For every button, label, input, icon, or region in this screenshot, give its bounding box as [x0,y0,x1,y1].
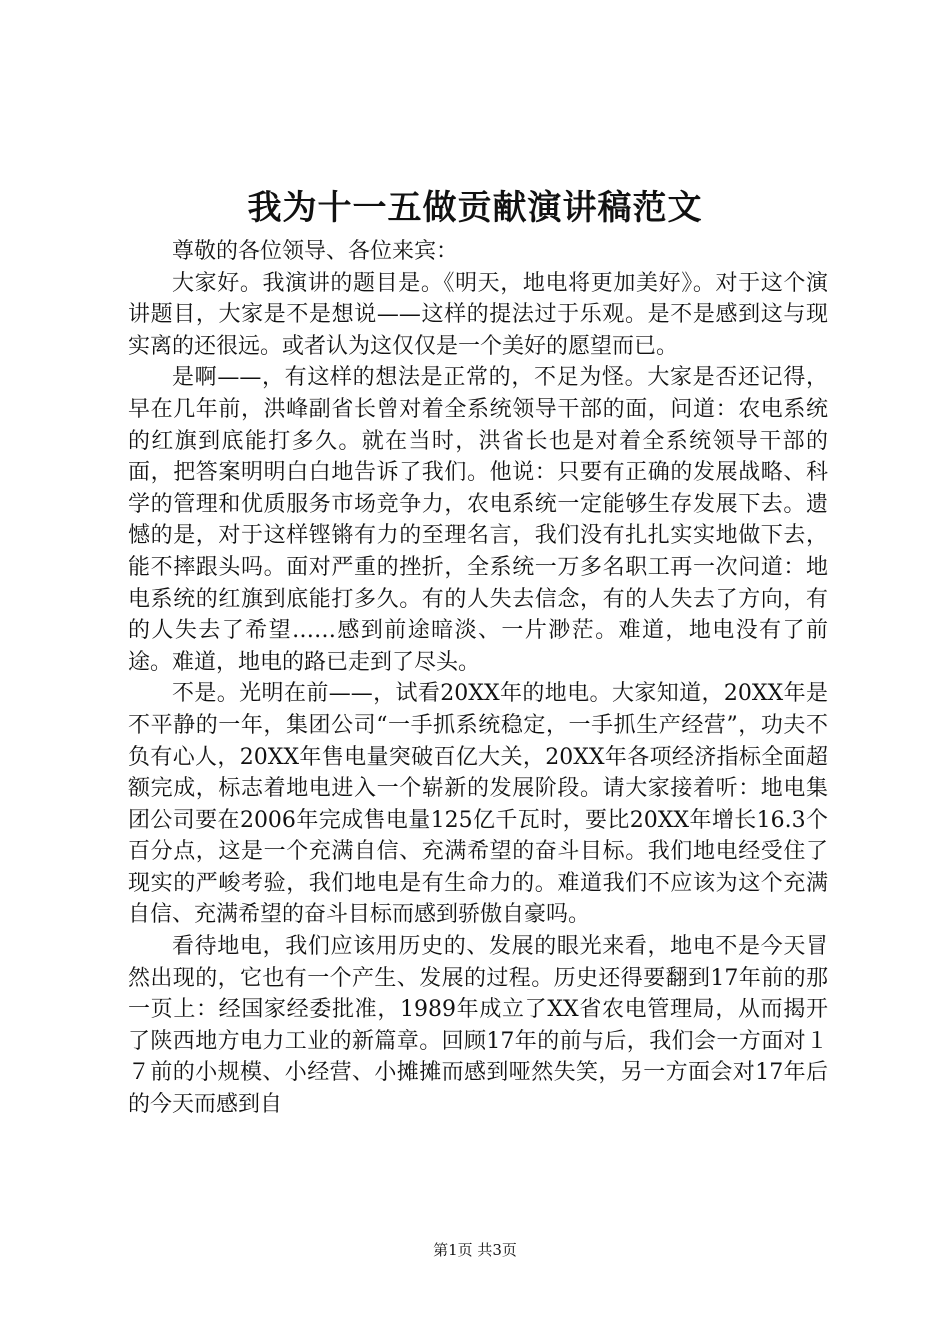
paragraph: 不是。光明在前——，试看20XX年的地电。大家知道，20XX年是不平静的一年，集团公司“一手抓系统稳定，一手抓生产经营”，功夫不负有心人，20XX年售电量突破百亿大关，20XX年各项经济指标全面超额完成，标志着地电进入一个崭新的发展阶段。请大家接着听：地电集团公司要在2006年完成售电量125亿千瓦时，要比20XX年增长16.3个百分点，这是一个充满自信、充满希望的奋斗目标。我们地电经受住了现实的严峻考验，我们地电是有生命力的。难道我们不应该为这个充满自信、充满希望的奋斗目标而感到骄傲自豪吗。 [128,681,828,928]
page-number-footer: 第1页 共3页 [433,1241,517,1259]
paragraph: 是啊——，有这样的想法是正常的，不足为怪。大家是否还记得，早在几年前，洪峰副省长曾对着全系统领导干部的面，问道：农电系统的红旗到底能打多久。就在当时，洪省长也是对着全系统领导干部的面，把答案明明白白地告诉了我们。他说：只要有正确的发展战略、科学的管理和优质服务市场竞争力，农电系统一定能够生存发展下去。遗憾的是，对于这样铿锵有力的至理名言，我们没有扎扎实实地做下去，能不摔跟头吗。面对严重的挫折，全系统一万多名职工再一次问道：地电系统的红旗到底能打多久。有的人失去信念，有的人失去了方向，有的人失去了希望……感到前途暗淡、一片渺茫。难道，地电没有了前途。难道，地电的路已走到了尽头。 [128,365,828,675]
document-body [128,236,828,1121]
paragraph: 大家好。我演讲的题目是。《明天，地电将更加美好》。对于这个演讲题目，大家是不是想说——这样的提法过于乐观。是不是感到这与现实离的还很远。或者认为这仅仅是一个美好的愿望而已。 [128,270,828,359]
paragraph: 看待地电，我们应该用历史的、发展的眼光来看，地电不是今天冒然出现的，它也有一个产生、发展的过程。历史还得要翻到17年前的那一页上：经国家经委批准，1989年成立了XX省农电管理局，从而揭开了陕西地方电力工业的新篇章。回顾17年的前与后，我们会一方面对１７前的小规模、小经营、小摊摊而感到哑然失笑，另一方面会对17年后的今天而感到自 [128,934,828,1118]
document-title: 我为十一五做贡献演讲稿范文 [247,188,703,228]
paragraph-salutation: 尊敬的各位领导、各位来宾： [172,239,459,264]
